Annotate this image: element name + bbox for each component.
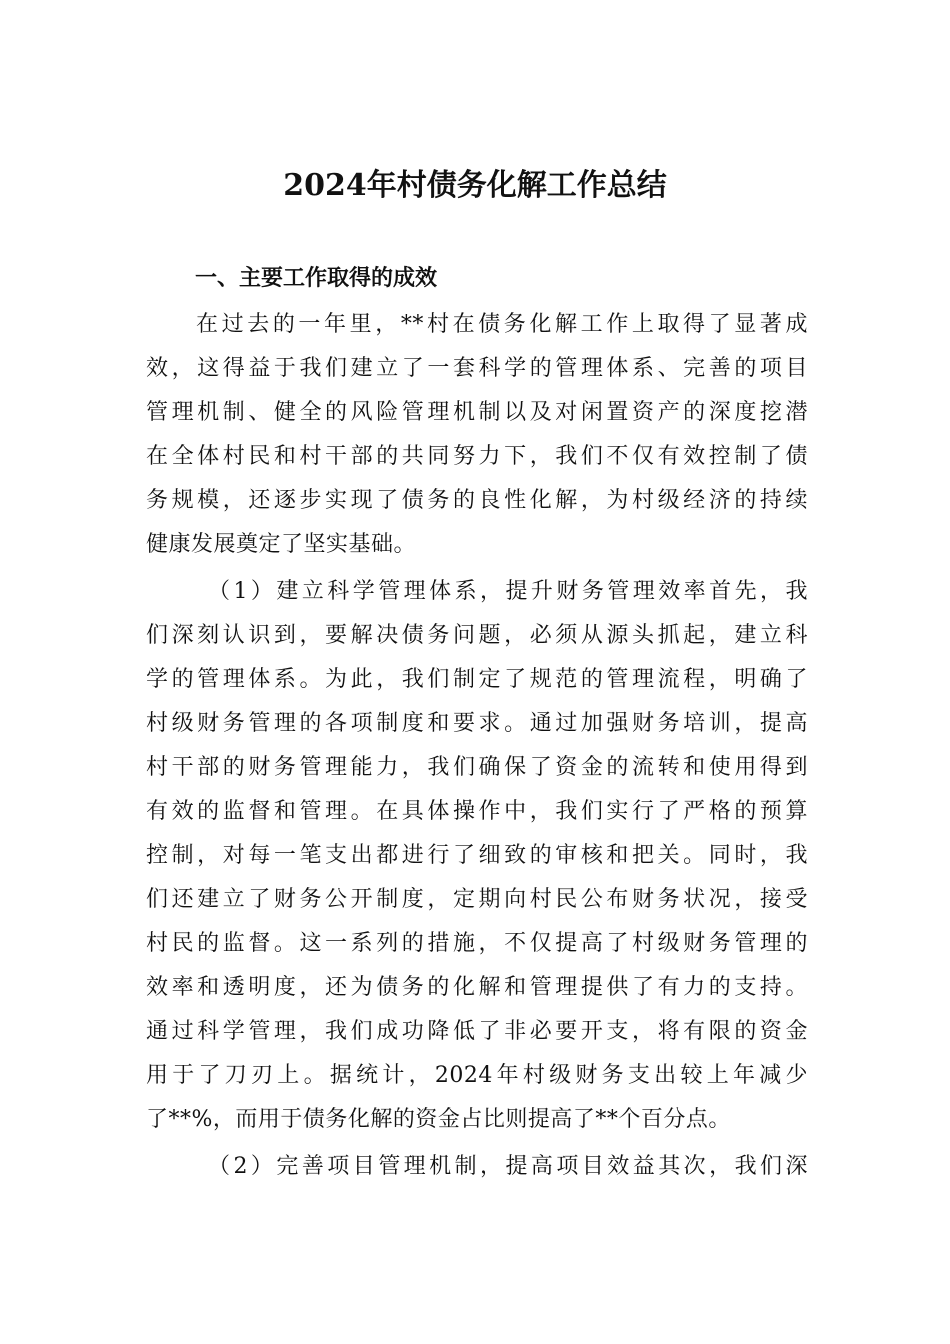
- paragraph-line: 在全体村民和村干部的共同努力下，我们不仅有效控制了债: [146, 444, 808, 469]
- paragraph-line: 们还建立了财务公开制度，定期向村民公布财务状况，接受: [146, 887, 808, 912]
- section-heading: 一、主要工作取得的成效: [195, 266, 438, 291]
- paragraph-line: 学的管理体系。为此，我们制定了规范的管理流程，明确了: [146, 667, 808, 692]
- paragraph-line: 们深刻认识到，要解决债务问题，必须从源头抓起，建立科: [146, 623, 808, 648]
- paragraph-line: 控制，对每一笔支出都进行了细致的审核和把关。同时，我: [146, 843, 808, 868]
- paragraph-line: （1）建立科学管理体系，提升财务管理效率首先，我: [208, 579, 808, 604]
- paragraph-line: 村民的监督。这一系列的措施，不仅提高了村级财务管理的: [146, 931, 808, 956]
- paragraph-line: 健康发展奠定了坚实基础。: [146, 532, 417, 557]
- paragraph-line: 务规模，还逐步实现了债务的良性化解，为村级经济的持续: [146, 488, 808, 513]
- paragraph-line: 有效的监督和管理。在具体操作中，我们实行了严格的预算: [146, 799, 808, 824]
- paragraph-line: （2）完善项目管理机制，提高项目效益其次，我们深: [208, 1154, 808, 1179]
- paragraph-line: 用于了刀刃上。据统计，2024年村级财务支出较上年减少: [146, 1063, 808, 1088]
- document-title: 2024年村债务化解工作总结: [283, 168, 667, 203]
- paragraph-line: 村干部的财务管理能力，我们确保了资金的流转和使用得到: [146, 755, 808, 780]
- paragraph-line: 效率和透明度，还为债务的化解和管理提供了有力的支持。: [146, 975, 808, 1000]
- paragraph-line: 通过科学管理，我们成功降低了非必要开支，将有限的资金: [146, 1019, 808, 1044]
- paragraph-line: 效，这得益于我们建立了一套科学的管理体系、完善的项目: [146, 356, 808, 381]
- paragraph-line: 了**%，而用于债务化解的资金占比则提高了**个百分点。: [146, 1107, 731, 1132]
- paragraph-line: 在过去的一年里，**村在债务化解工作上取得了显著成: [196, 312, 808, 337]
- paragraph-line: 管理机制、健全的风险管理机制以及对闲置资产的深度挖潜: [146, 400, 808, 425]
- paragraph-line: 村级财务管理的各项制度和要求。通过加强财务培训，提高: [146, 711, 808, 736]
